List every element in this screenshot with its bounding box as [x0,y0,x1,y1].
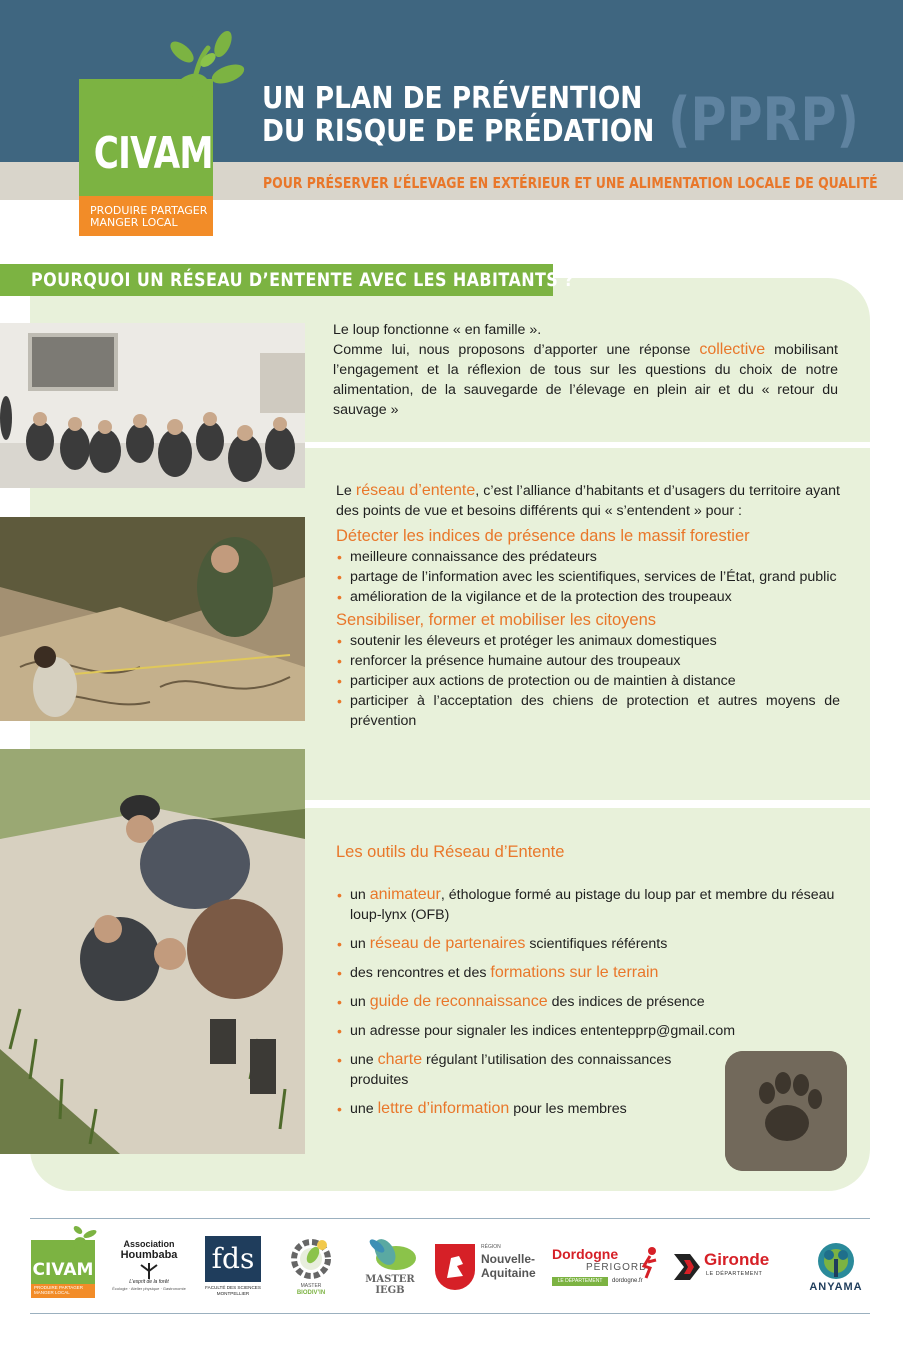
list-item: • des rencontres et des formations sur le terrain [336,963,866,983]
partner-logo-fds: fds FACULTÉ DES SCIENCES MONTPELLIER [202,1230,264,1302]
page-subtitle: POUR PRÉSERVER L’ÉLEVAGE EN EXTÉRIEUR ET UNE ALIMENTATION LOCALE DE QUALITÉ [263,174,878,192]
list-item: • participer à l’acceptation des chiens de protection et autres moyens de prévention [336,691,840,731]
why-paragraph: Comme lui, nous proposons d’apporter une réponse collective mobilisant l’engagement et la réflexion de tous sur les questions du choix de notre alimentation, de la sauvegarde de l’élevage en plein air et du « retour du sauvage » [333,341,838,418]
list-item: • un animateur, éthologue formé au pistage du loup par et membre du réseau loup-lynx (OFB) [336,885,866,925]
trail-tracking-photo [0,749,305,1154]
list-item: • soutenir les éleveurs et protéger les animaux domestiques [336,631,840,651]
field-tracking-photo [0,517,305,721]
partner-logo-gironde: Gironde LE DÉPARTEMENT [672,1250,784,1288]
civam-logo-tagline: PRODUIRE PARTAGER MANGER LOCAL [90,204,208,229]
list-item: • une charte régulant l’utilisation des connaissances produites [336,1050,720,1090]
partner-logo-houmbaba: Association Houmbaba L’esprit de la forêt Écologie · Atelier physique · Gastronomie [112,1239,186,1291]
mobilise-list [336,631,840,731]
list-item: • un guide de reconnaissance des indices de présence [336,992,866,1012]
tools-list [336,885,866,1119]
civam-sprout-icon [68,1222,98,1252]
why-text [333,320,838,420]
spiral-sprout-icon [150,30,260,122]
tools-heading: Les outils du Réseau d’Entente [336,843,565,861]
why-line1: Le loup fonctionne « en famille ». [333,322,542,338]
gear-leaf-icon [284,1233,338,1283]
footer-rule-bottom [30,1313,870,1314]
list-item: • un adresse pour signaler les indices ententepprp@gmail.com [336,1021,866,1041]
lion-icon [441,1252,469,1282]
network-intro: Le réseau d’entente, c’est l’alliance d’habitants et d’usagers du territoire ayant des points de vue et besoins différents qui « s’entendent » pour : [336,482,840,519]
tree-circle-icon [814,1241,858,1281]
partner-logo-iegb: MASTER IEGB [358,1228,422,1302]
page-title: UN PLAN DE PRÉVENTION DU RISQUE DE PRÉDATION [262,81,655,149]
network-heading-detect: Détecter les indices de présence dans le massif forestier [336,527,750,545]
footer-rule-top [30,1218,870,1219]
tree-icon [129,1261,169,1279]
runner-icon [636,1246,660,1280]
gironde-arrow-icon [672,1252,702,1282]
civam-logo-text: CIVAM [93,128,213,179]
list-item: • un réseau de partenaires scientifiques référents [336,934,866,954]
tools-text [336,841,866,1128]
detect-list [336,547,840,607]
network-text [336,481,840,731]
list-item: • partage de l’information avec les scientifiques, services de l’État, grand public [336,567,840,587]
network-heading-mobilise: Sensibiliser, former et mobiliser les citoyens [336,611,657,629]
section-heading: POURQUOI UN RÉSEAU D’ENTENTE AVEC LES HABITANTS ? [0,264,553,296]
partner-logo-anyama: ANYAMA [800,1236,872,1298]
list-item: • meilleure connaissance des prédateurs [336,547,840,567]
list-item: • amélioration de la vigilance et de la protection des troupeaux [336,587,840,607]
partner-logo-nouvelle-aquitaine: RÉGION Nouvelle- Aquitaine [435,1244,545,1290]
meeting-photo [0,323,305,488]
list-item: • participer aux actions de protection ou de maintien à distance [336,671,840,691]
partner-logo-biodivin: MASTER BIODIV’IN [280,1228,342,1302]
leaf-wing-icon [363,1234,417,1274]
partner-logo-dordogne: Dordogne PÉRIGORD LE DÉPARTEMENT dordogne.fr [552,1246,660,1292]
title-acronym: (PPRP) [668,85,860,155]
list-item: • une lettre d’information pour les membres [336,1099,866,1119]
partner-logo-civam: CIVAM PRODUIRE PARTAGER MANGER LOCAL [31,1240,95,1298]
list-item: • renforcer la présence humaine autour des troupeaux [336,651,840,671]
